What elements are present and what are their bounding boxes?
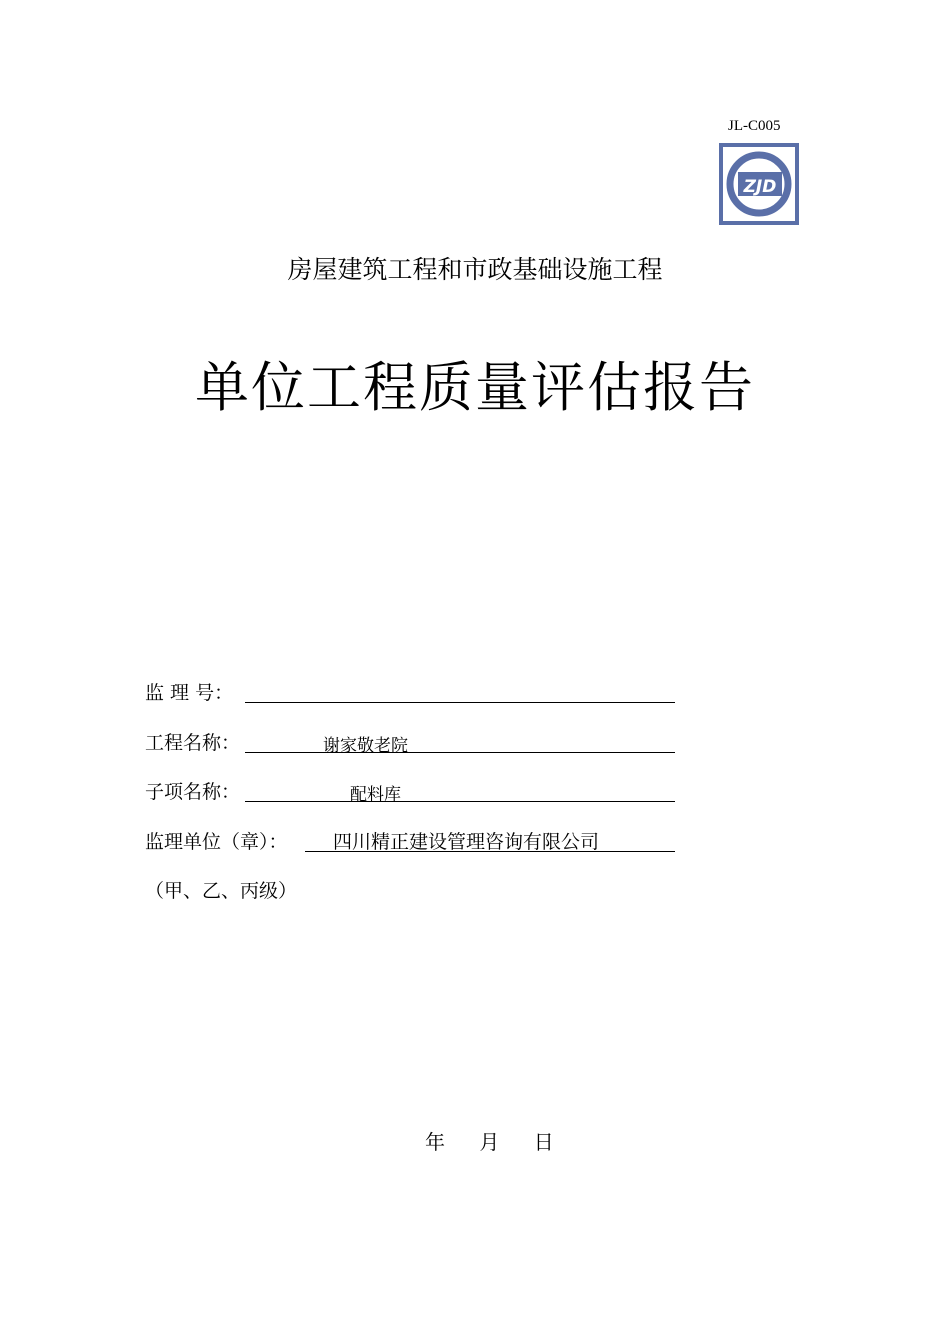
field-underline — [245, 678, 675, 703]
document-subtitle: 房屋建筑工程和市政基础设施工程 — [287, 255, 663, 284]
company-logo — [719, 143, 799, 225]
date-line — [425, 1126, 572, 1155]
grade-note: （甲、乙、丙级） — [145, 880, 298, 902]
field-label-supervision-no: 监 理 号： — [145, 682, 234, 704]
field-underline — [245, 777, 675, 805]
document-code: JL-C005 — [728, 118, 781, 134]
field-underline — [305, 827, 675, 852]
field-value-subitem-name: 配料库 — [350, 785, 401, 805]
date-day: 日 — [533, 1130, 554, 1154]
field-value-supervision-unit: 四川精正建设管理咨询有限公司 — [333, 831, 600, 853]
field-label-subitem-name: 子项名称： — [145, 781, 241, 803]
field-value-project-name: 谢家敬老院 — [323, 736, 408, 756]
date-year: 年 — [425, 1130, 445, 1154]
field-underline — [245, 728, 675, 756]
logo-lettering: ZJD — [743, 177, 777, 197]
date-month: 月 — [479, 1130, 500, 1154]
document-title: 单位工程质量评估报告 — [195, 356, 755, 419]
field-label-supervision-unit: 监理单位（章）： — [145, 831, 288, 853]
field-label-project-name: 工程名称： — [145, 732, 241, 754]
